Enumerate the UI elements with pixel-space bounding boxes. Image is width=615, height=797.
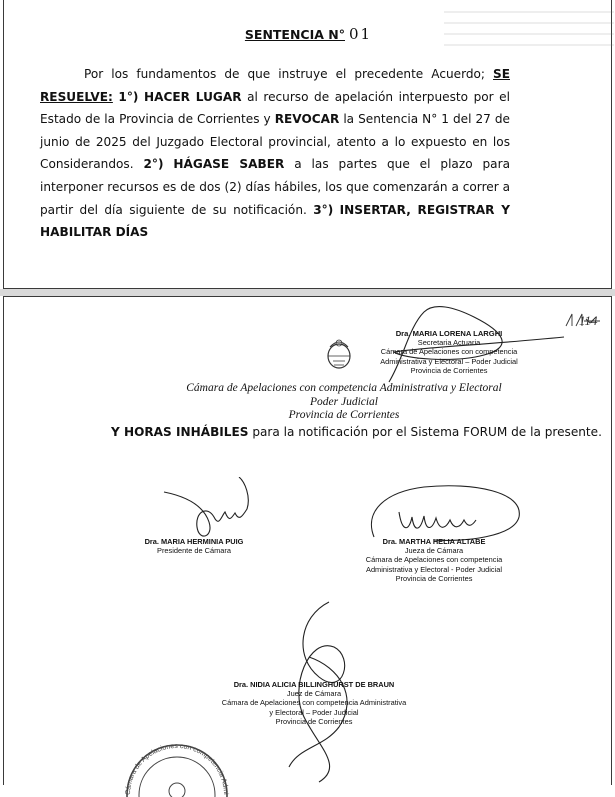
braun-line: Cámara de Apelaciones con competencia Administrativa	[221, 698, 407, 708]
resolution-paragraph	[40, 63, 510, 244]
para-se: SE	[493, 67, 510, 81]
altabe-line: Cámara de Apelaciones con competencia	[365, 555, 503, 565]
secretary-role: Secretaria Actuaria	[417, 338, 481, 348]
para-insertar: INSERTAR, REGISTRAR Y HABILITAR DÍAS	[40, 202, 510, 240]
sentencia-number: 01	[349, 25, 373, 43]
secretary-line: Administrativa y Electoral – Poder Judicial	[380, 356, 518, 366]
braun-role: Juez de Cámara	[286, 689, 342, 699]
para-hagase-saber: HÁGASE SABER	[173, 157, 285, 172]
para-resuelve: RESUELVE:	[40, 89, 113, 104]
document-page-2	[3, 296, 612, 796]
court-line: Cámara de Apelaciones con competencia Administrativa y Electoral	[186, 382, 502, 394]
puig-role: Presidente de Cámara	[157, 546, 231, 556]
para-text-2: la Sentencia N° 1 del 27 de junio de 2025 del Juzgado Electoral provincial, atento a lo expuesto en los Considerandos.	[40, 112, 510, 172]
para-hacer-lugar: HACER LUGAR	[143, 89, 242, 104]
folio-number: 114	[579, 313, 598, 328]
puig-name: Dra. MARIA HERMINIA PUIG	[144, 537, 244, 546]
secretary-line: Provincia de Corrientes	[410, 365, 488, 375]
continuation-bold: Y HORAS INHÁBILES	[111, 425, 249, 439]
stamp-text: Cámara de Apelaciones con competencia Admi	[124, 742, 230, 796]
altabe-line: Provincia de Corrientes	[395, 573, 473, 583]
braun-line: Provincia de Corrientes	[275, 716, 353, 726]
braun-line: y Electoral – Poder Judicial	[269, 707, 359, 717]
sentencia-label: SENTENCIA N°	[244, 27, 345, 42]
document-page-1	[3, 0, 612, 289]
puig-signature-block	[124, 537, 264, 555]
para-item-3: 3°)	[313, 202, 334, 217]
para-revocar: REVOCAR	[274, 112, 340, 127]
sentencia-title	[4, 25, 613, 43]
secretary-line: Cámara de Apelaciones con competencia	[380, 347, 518, 357]
altabe-name: Dra. MARTHA HELIA ALTABE	[382, 537, 486, 546]
continuation-rest: para la notificación por el Sistema FORUM de la presente.	[252, 425, 602, 439]
altabe-line: Administrativa y Electoral - Poder Judicial	[366, 564, 502, 574]
secretary-name: Dra. MARIA LORENA LARGHI	[395, 329, 503, 338]
altabe-signature-block	[334, 537, 534, 583]
braun-signature-block	[189, 680, 439, 726]
court-line: Provincia de Corrientes	[288, 409, 400, 421]
page-separator	[0, 289, 615, 296]
secretary-signature-block	[334, 329, 564, 375]
para-item-2: 2°)	[143, 157, 164, 172]
court-heading	[154, 382, 534, 423]
continuation-text	[111, 425, 602, 439]
court-stamp-seal	[122, 737, 232, 797]
braun-name: Dra. NIDIA ALICIA BILLINGHURST DE BRAUN	[233, 680, 395, 689]
altabe-role: Jueza de Cámara	[404, 546, 464, 556]
para-text-3: a las partes que el plazo para interponer recursos es de dos (2) días hábiles, los que comenzarán a correr a partir del día siguiente de su notificación.	[40, 157, 510, 217]
para-intro: Por los fundamentos de que instruye el precedente Acuerdo;	[84, 67, 485, 81]
court-line: Poder Judicial	[309, 395, 379, 408]
svg-text:Cámara de Apelaciones con comp	[122, 737, 229, 795]
para-text-1: al recurso de apelación interpuesto por el Estado de la Provincia de Corrientes y	[40, 89, 510, 127]
para-item-1: 1°)	[118, 89, 139, 104]
